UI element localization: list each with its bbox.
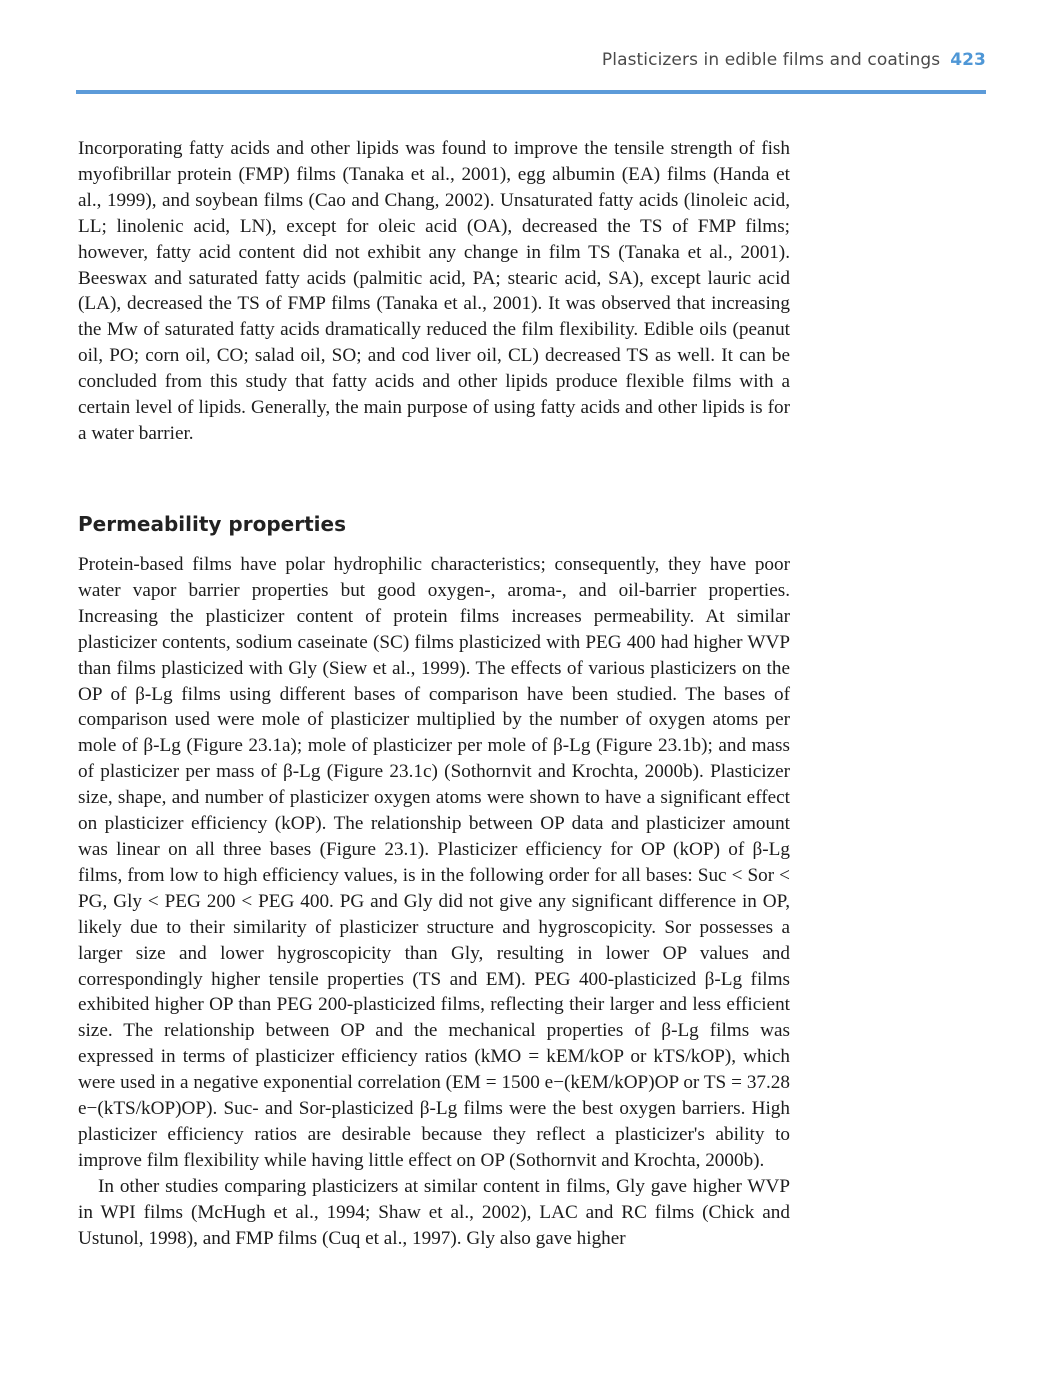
page-number: 423	[950, 50, 986, 70]
section-heading: Permeability properties	[78, 512, 346, 536]
paragraph-lipids: Incorporating fatty acids and other lipids was found to improve the tensile strength of fish myofibrillar protein (FMP) films (Tanaka et al., 2001), egg albumin (EA) films (Handa et al., 1999), and soybean films (Cao and Chang, 2002). Unsaturated fatty acids (linoleic acid, LL; linolenic acid, LN), except for oleic acid (OA), decreased the TS of FMP films; however, fatty acid content did not exhibit any change in film TS (Tanaka et al., 2001). Beeswax and saturated fatty acids (palmitic acid, PA; stearic acid, SA), except lauric acid (LA), decreased the TS of FMP films (Tanaka et al., 2001). It was observed that increasing the Mw of saturated fatty acids dramatically reduced the film flexibility. Edible oils (peanut oil, PO; corn oil, CO; salad oil, SO; and cod liver oil, CL) decreased TS as well. It can be concluded from this study that fatty acids and other lipids produce flexible films with a certain level of lipids. Generally, the main purpose of using fatty acids and other lipids is for a water barrier.	[78, 138, 790, 444]
header-rule	[76, 90, 986, 94]
paragraph-other-studies: In other studies comparing plasticizers at similar content in films, Gly gave higher WVP in WPI films (McHugh et al., 1994; Shaw et al., 2002), LAC and RC films (Chick and Ustunol, 1998), and FMP films (Cuq et al., 1997). Gly also gave higher	[78, 1175, 790, 1249]
text-block-permeability	[78, 552, 790, 1251]
running-title: Plasticizers in edible films and coatings	[601, 50, 941, 70]
text-block-lipids	[78, 136, 790, 447]
running-header	[602, 50, 986, 70]
paragraph-permeability: Protein-based films have polar hydrophilic characteristics; consequently, they have poor water vapor barrier properties but good oxygen-, aroma-, and oil-barrier properties. Increasing the plasticizer content of protein films increases permeability. At similar plasticizer contents, sodium caseinate (SC) films plasticized with PEG 400 had higher WVP than films plasticized with Gly (Siew et al., 1999). The effects of various plasticizers on the OP of β-Lg films using different bases of comparison have been studied. The bases of comparison used were mole of plasticizer multiplied by the number of oxygen atoms per mole of β-Lg (Figure 23.1a); mole of plasticizer per mole of β-Lg (Figure 23.1b); and mass of plasticizer per mass of β-Lg (Figure 23.1c) (Sothornvit and Krochta, 2000b). Plasticizer size, shape, and number of plasticizer oxygen atoms were shown to have a significant effect on plasticizer efficiency (kOP). The relationship between OP data and plasticizer amount was linear on all three bases (Figure 23.1). Plasticizer efficiency for OP (kOP) of β-Lg films, from low to high efficiency values, is in the following order for all bases: Suc < Sor < PG, Gly < PEG 200 < PEG 400. PG and Gly did not give any significant difference in OP, likely due to their similarity of plasticizer structure and hygroscopicity. Sor possesses a larger size and lower hygroscopicity than Gly, resulting in lower OP values and correspondingly higher tensile properties (TS and EM). PEG 400-plasticized β-Lg films exhibited higher OP than PEG 200-plasticized films, reflecting their larger and less efficient size. The relationship between OP and the mechanical properties of β-Lg films was expressed in terms of plasticizer efficiency ratios (kMO = kEM/kOP or kTS/kOP), which were used in a negative exponential correlation (EM = 1500 e−(kEM/kOP)OP or TS = 37.28 e−(kTS/kOP)OP). Suc- and Sor-plasticized β-Lg films were the best oxygen barriers. High plasticizer efficiency ratios are desirable because they reflect a plasticizer's ability to improve film flexibility while having little effect on OP (Sothornvit and Krochta, 2000b).	[78, 554, 790, 1171]
